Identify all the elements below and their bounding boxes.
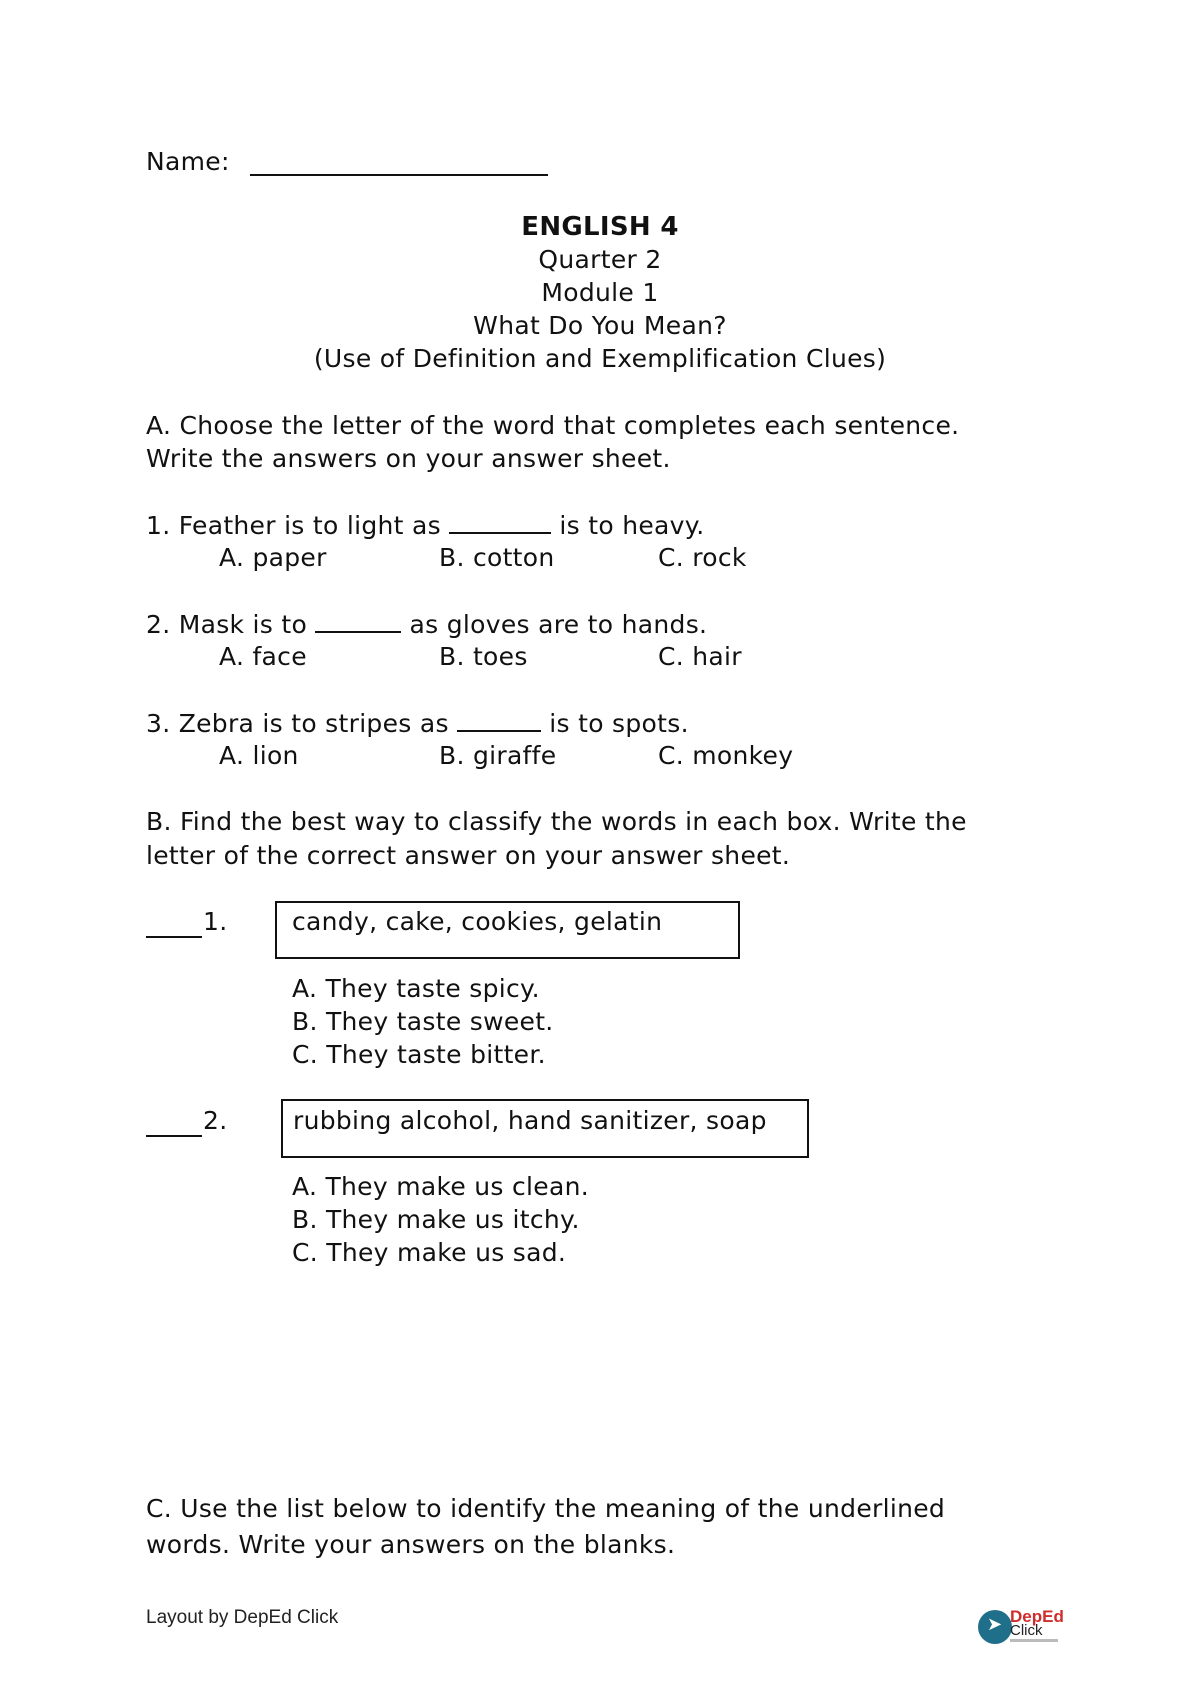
section-b-instruction-1: B. Find the best way to classify the words in each box. Write the — [146, 807, 967, 836]
answer-blank — [449, 510, 551, 534]
option-c: C. They taste bitter. — [292, 1040, 546, 1069]
section-c-instruction-2: words. Write your answers on the blanks. — [146, 1530, 676, 1559]
option-c: C. They make us sad. — [292, 1238, 567, 1267]
option-b: B. toes — [439, 642, 528, 671]
section-a-question-3: 3. Zebra is to stripes as is to spots. — [146, 709, 689, 738]
name-blank — [250, 174, 548, 176]
option-a: A. paper — [219, 543, 327, 572]
item-number: 2. — [203, 1106, 228, 1135]
option-a: A. They taste spicy. — [292, 974, 540, 1003]
section-a-instruction-2: Write the answers on your answer sheet. — [146, 444, 671, 473]
answer-blank — [457, 708, 541, 732]
option-c: C. rock — [658, 543, 747, 572]
logo-name-bottom: Click — [1010, 1622, 1043, 1639]
option-b: B. They make us itchy. — [292, 1205, 580, 1234]
topic-subtitle: (Use of Definition and Exemplification Clues) — [313, 344, 887, 373]
answer-blank — [146, 1135, 202, 1137]
option-b: B. They taste sweet. — [292, 1007, 554, 1036]
deped-click-logo — [978, 1608, 1068, 1648]
option-c: C. monkey — [658, 741, 794, 770]
name-label: Name: — [146, 147, 230, 176]
logo-name-top: DepEd — [1010, 1607, 1064, 1626]
module-label: Module 1 — [541, 278, 659, 307]
item-number: 1. — [203, 907, 228, 936]
answer-blank — [146, 936, 202, 938]
option-a: A. They make us clean. — [292, 1172, 589, 1201]
section-a-instruction-1: A. Choose the letter of the word that completes each sentence. — [146, 411, 960, 440]
section-c-instruction-1: C. Use the list below to identify the meaning of the underlined — [146, 1494, 946, 1523]
answer-blank — [315, 609, 401, 633]
option-b: B. cotton — [439, 543, 555, 572]
cursor-icon: ➤ — [987, 1614, 1003, 1635]
logo-tagline-mark — [1010, 1639, 1058, 1642]
section-a-question-1: 1. Feather is to light as is to heavy. — [146, 511, 705, 540]
section-a-question-2: 2. Mask is to as gloves are to hands. — [146, 610, 708, 639]
quarter-label: Quarter 2 — [538, 245, 662, 274]
topic-title: What Do You Mean? — [473, 311, 727, 340]
option-a: A. face — [219, 642, 307, 671]
option-a: A. lion — [219, 741, 299, 770]
section-b-instruction-2: letter of the correct answer on your answer sheet. — [146, 841, 791, 870]
option-c: C. hair — [658, 642, 742, 671]
option-b: B. giraffe — [439, 741, 557, 770]
layout-credit: Layout by DepEd Click — [146, 1607, 339, 1628]
word-box-text: rubbing alcohol, hand sanitizer, soap — [293, 1106, 767, 1135]
worksheet-title: ENGLISH 4 — [521, 212, 679, 242]
word-box-text: candy, cake, cookies, gelatin — [292, 907, 663, 936]
